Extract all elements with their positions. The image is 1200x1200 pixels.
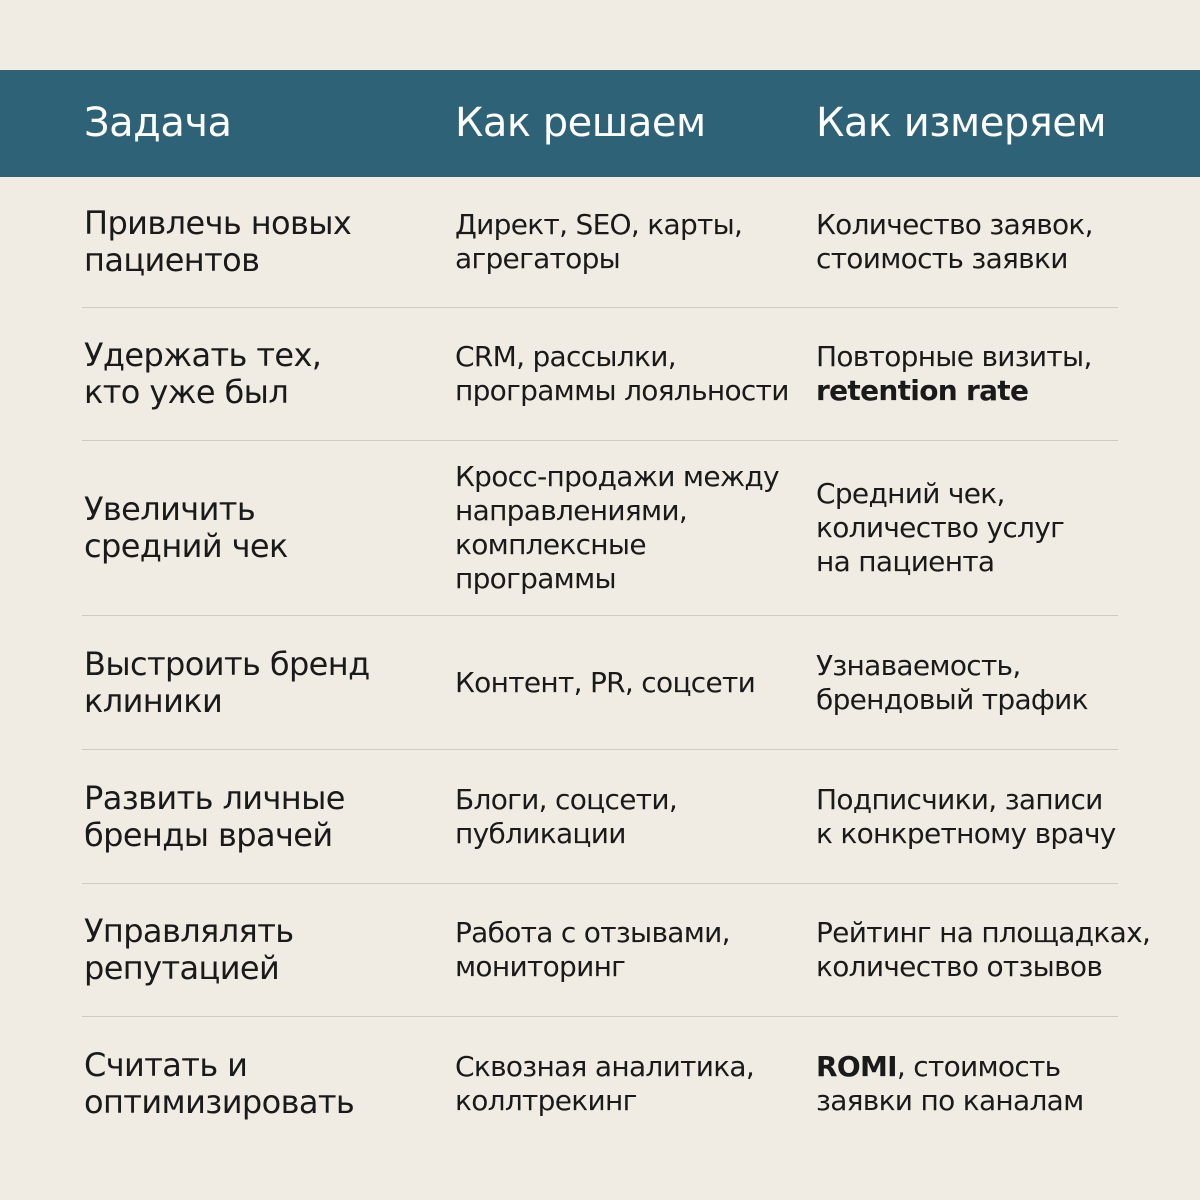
table-row: [0, 177, 1200, 307]
metric-cell: Подписчики, записи к конкретному врачу: [816, 782, 1116, 850]
task-cell: Привлечь новых пациентов: [84, 204, 352, 279]
header-solution: Как решаем: [455, 100, 706, 146]
table-row: [0, 616, 1200, 749]
solution-cell: Работа с отзывами, мониторинг: [455, 916, 730, 983]
task-cell: Развить личные бренды врачей: [84, 778, 345, 854]
table-row: [0, 750, 1200, 883]
header-task: Задача: [84, 100, 232, 146]
metric-cell: ROMI, стоимость заявки по каналам: [816, 1050, 1084, 1117]
task-cell: Управлялять репутацией: [84, 912, 294, 987]
metric-cell: Повторные визиты, retention rate: [816, 340, 1092, 407]
solution-cell: Директ, SEO, карты, агрегаторы: [455, 208, 743, 275]
task-cell: Увеличить средний чек: [84, 490, 288, 565]
solution-cell: Блоги, соцсети, публикации: [455, 782, 678, 850]
table-header: [0, 70, 1200, 177]
solution-cell: Кросс-продажи между направлениями, комплексные программы: [455, 460, 779, 595]
solution-cell: Сквозная аналитика, коллтрекинг: [455, 1050, 755, 1117]
metric-cell: Средний чек, количество услуг на пациента: [816, 477, 1065, 578]
table-row: [0, 441, 1200, 615]
metric-cell: Количество заявок, стоимость заявки: [816, 208, 1093, 275]
table-row: [0, 308, 1200, 440]
task-cell: Удержать тех, кто уже был: [84, 336, 322, 411]
solution-cell: CRM, рассылки, программы лояльности: [455, 340, 789, 407]
table-row: [0, 884, 1200, 1016]
task-cell: Считать и оптимизировать: [84, 1046, 355, 1121]
task-cell: Выстроить бренд клиники: [84, 644, 370, 720]
metric-cell: Рейтинг на площадках, количество отзывов: [816, 916, 1151, 983]
metric-cell: Узнаваемость, брендовый трафик: [816, 648, 1088, 716]
table-row: [0, 1017, 1200, 1151]
solution-cell: Контент, PR, соцсети: [455, 665, 756, 699]
header-metric: Как измеряем: [816, 100, 1107, 146]
